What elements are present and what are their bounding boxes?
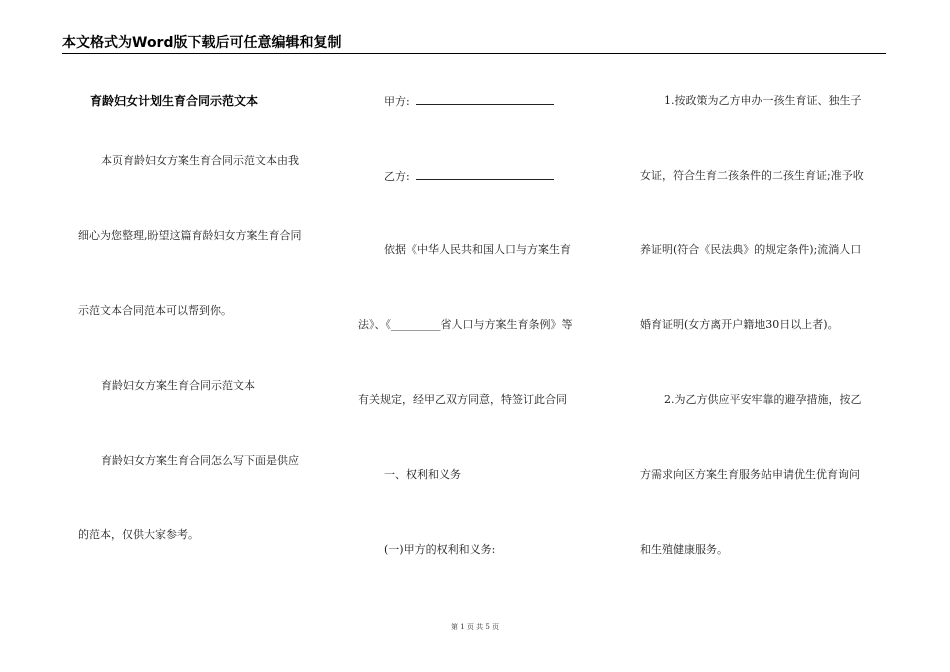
document-title: 育龄妇女计划生育合同示范文本: [90, 94, 259, 108]
party-a-field: [384, 94, 554, 109]
paragraph-line: 和生殖健康服务。: [640, 543, 728, 556]
paragraph-line: 养证明(符合《民法典》的规定条件);流淌人口: [640, 243, 862, 256]
paragraph-line: 婚育证明(女方离开户籍地30日以上者)。: [640, 318, 839, 331]
party-b-field: [384, 169, 554, 184]
party-a-blank: [416, 94, 554, 105]
party-a-label: 甲方:: [384, 95, 410, 108]
section-heading: 一、权利和义务: [384, 468, 461, 481]
paragraph-line: 依据《中华人民共和国人口与方案生育: [384, 243, 571, 256]
paragraph-line: 法》、《_________省人口与方案生育条例》等: [358, 318, 573, 331]
header-divider: [62, 53, 886, 54]
paragraph-line: 本页育龄妇女方案生育合同示范文本由我: [101, 154, 299, 167]
subsection-heading: (一)甲方的权利和义务:: [384, 543, 496, 556]
paragraph-line: 细心为您整理,盼望这篇育龄妇女方案生育合同: [78, 229, 302, 242]
page-number-footer: 第 1 页 共 5 页: [450, 623, 500, 631]
paragraph-line: 育龄妇女方案生育合同怎么写下面是供应: [101, 454, 299, 467]
party-b-label: 乙方:: [384, 170, 410, 183]
document-header: 本文格式为Word版下载后可任意编辑和复制: [62, 35, 342, 51]
paragraph-line: 女证，符合生育二孩条件的二孩生育证;准予收: [640, 169, 864, 182]
paragraph-line: 2.为乙方供应平安牢靠的避孕措施，按乙: [664, 393, 862, 406]
paragraph-line: 育龄妇女方案生育合同示范文本: [101, 379, 255, 392]
paragraph-line: 示范文本合同范本可以帮到你。: [78, 304, 232, 317]
paragraph-line: 方需求向区方案生育服务站申请优生优育询问: [640, 468, 860, 481]
party-b-blank: [416, 169, 554, 180]
paragraph-line: 有关规定，经甲乙双方同意，特签订此合同: [358, 393, 567, 406]
paragraph-line: 的范本，仅供大家参考。: [78, 528, 199, 541]
paragraph-line: 1.按政策为乙方申办一孩生育证、独生子: [664, 94, 862, 107]
